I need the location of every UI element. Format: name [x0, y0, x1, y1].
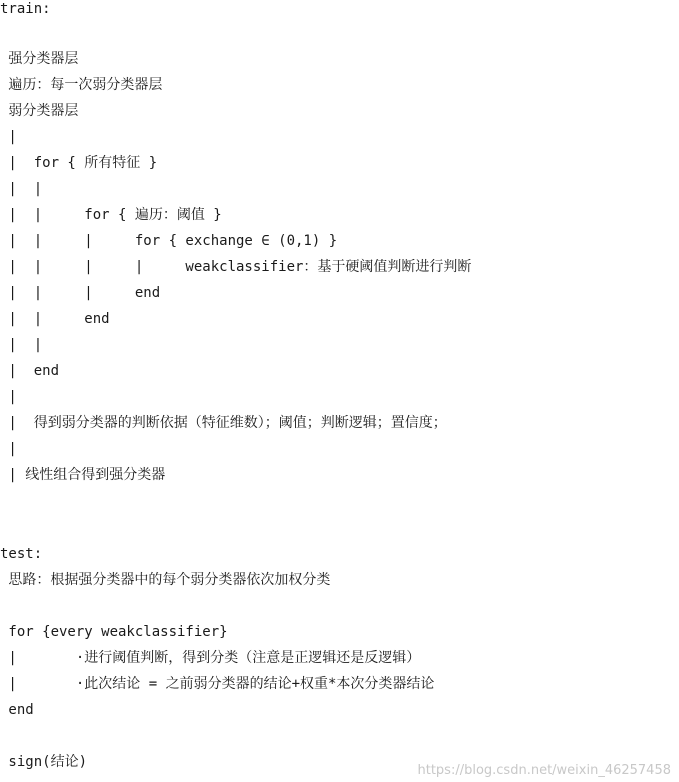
test-line: | ·此次结论 = 之前弱分类器的结论+权重*本次分类器结论: [0, 676, 435, 692]
train-line: | | | | weakclassifier：基于硬阈值判断进行判断: [0, 259, 472, 275]
train-line: | for { 所有特征 }: [0, 155, 158, 171]
train-line: |: [0, 389, 17, 405]
test-line: sign(结论): [0, 754, 88, 770]
train-line: | 得到弱分类器的判断依据（特征维数）；阈值；判断逻辑；置信度；: [0, 415, 447, 431]
train-line: |: [0, 441, 17, 457]
train-line: | | | for { exchange ∈ (0,1) }: [0, 233, 338, 249]
test-line: end: [0, 702, 34, 718]
train-line: | | end: [0, 311, 110, 327]
test-header: test:: [0, 546, 43, 562]
train-line: | | for { 遍历：阈值 }: [0, 207, 222, 223]
train-line: |: [0, 129, 17, 145]
train-line: 遍历：每一次弱分类器层: [0, 77, 163, 93]
watermark: https://blog.csdn.net/weixin_46257458: [417, 763, 671, 778]
test-line: | ·进行阈值判断，得到分类（注意是正逻辑还是反逻辑）: [0, 650, 421, 666]
test-line: 思路：根据强分类器中的每个弱分类器依次加权分类: [0, 572, 331, 588]
test-line: for {every weakclassifier}: [0, 624, 228, 640]
train-line: 强分类器层: [0, 51, 79, 67]
train-line: | | | end: [0, 285, 161, 301]
train-line: | |: [0, 181, 43, 197]
train-line: | 线性组合得到强分类器: [0, 467, 166, 483]
train-header: train:: [0, 1, 51, 17]
train-line: | |: [0, 337, 43, 353]
train-line: 弱分类器层: [0, 103, 79, 119]
train-line: | end: [0, 363, 60, 379]
